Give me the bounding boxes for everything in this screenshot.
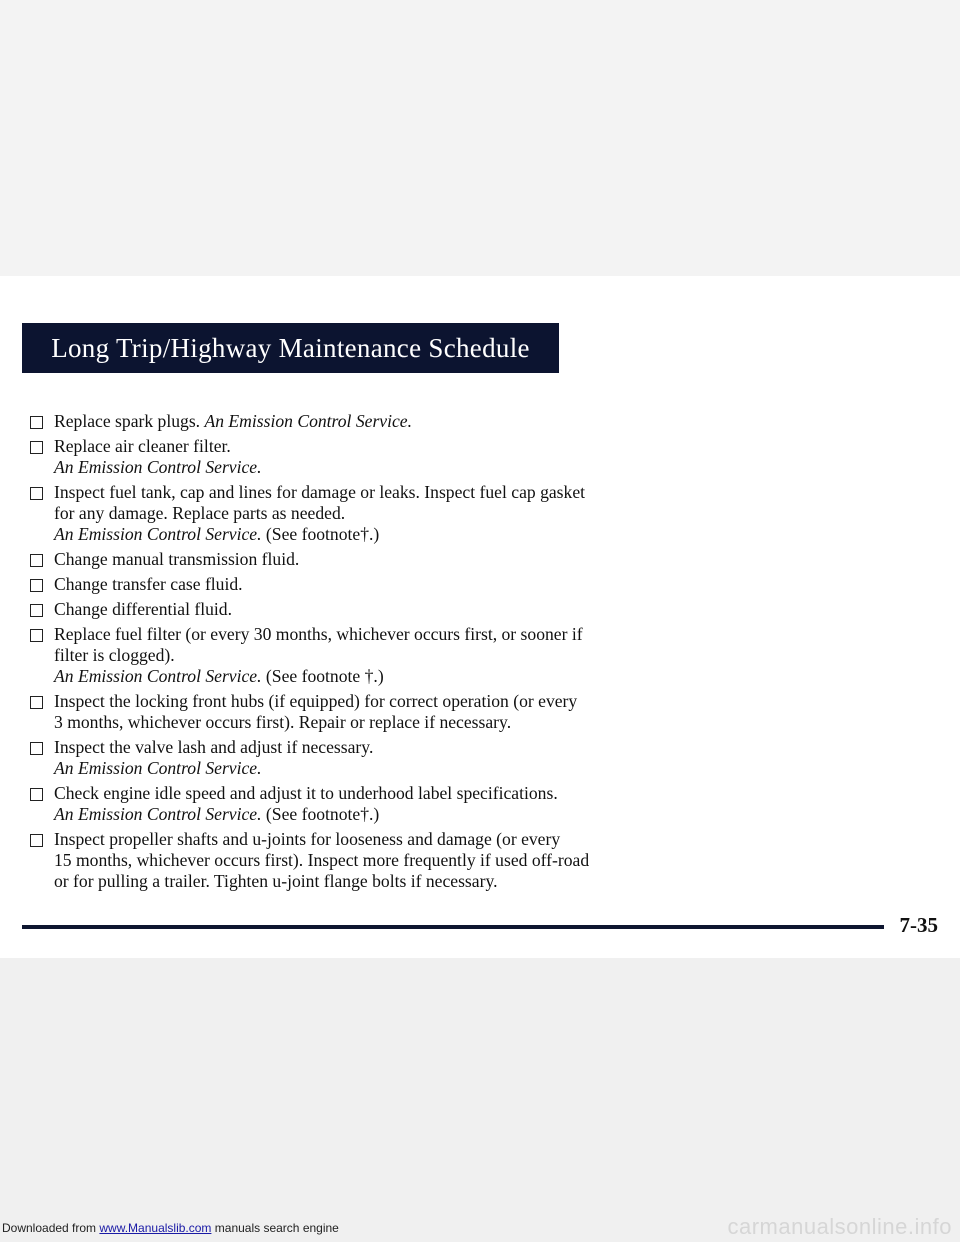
item-text: Replace air cleaner filter.: [54, 436, 231, 456]
item-text: 15 months, whichever occurs first). Inspect more frequently if used off-road: [54, 850, 590, 870]
item-text: Inspect propeller shafts and u-joints for looseness and damage (or every: [54, 829, 561, 849]
checkbox-icon[interactable]: [30, 629, 43, 642]
item-emphasis: An Emission Control Service.: [54, 666, 262, 686]
checkbox-icon[interactable]: [30, 742, 43, 755]
watermark: carmanualsonline.info: [727, 1214, 952, 1239]
checkbox-icon[interactable]: [30, 416, 43, 429]
checklist-item: [30, 783, 690, 825]
checkbox-icon[interactable]: [30, 788, 43, 801]
item-emphasis: An Emission Control Service.: [54, 457, 262, 477]
item-text: Inspect fuel tank, cap and lines for damage or leaks. Inspect fuel cap gasket: [54, 482, 586, 502]
item-text: or for pulling a trailer. Tighten u-joint flange bolts if necessary.: [54, 871, 498, 891]
checkbox-icon[interactable]: [30, 441, 43, 454]
footer-suffix: manuals search engine: [211, 1221, 339, 1235]
checkbox-icon[interactable]: [30, 834, 43, 847]
item-note: (See footnote†.): [261, 524, 380, 544]
item-note: (See footnote†.): [261, 804, 380, 824]
item-text: Inspect the locking front hubs (if equipped) for correct operation (or every: [54, 691, 578, 711]
checkbox-icon[interactable]: [30, 554, 43, 567]
checklist-item: [30, 482, 690, 545]
item-note: (See footnote †.): [261, 666, 384, 686]
checkbox-icon[interactable]: [30, 487, 43, 500]
checklist-item: [30, 549, 690, 570]
maintenance-checklist: [30, 411, 690, 896]
checklist-item: [30, 829, 690, 892]
footer-prefix: Downloaded from: [2, 1221, 100, 1235]
item-text: for any damage. Replace parts as needed.: [54, 503, 346, 523]
checkbox-icon[interactable]: [30, 696, 43, 709]
item-emphasis: An Emission Control Service.: [54, 804, 262, 824]
download-footer: [2, 1221, 339, 1235]
checklist-item: [30, 574, 690, 595]
divider: [22, 925, 884, 929]
item-text: Replace fuel filter (or every 30 months, whichever occurs first, or sooner if: [54, 624, 583, 644]
item-emphasis: An Emission Control Service.: [54, 524, 262, 544]
item-text: 3 months, whichever occurs first). Repair or replace if necessary.: [54, 712, 512, 732]
checkbox-icon[interactable]: [30, 604, 43, 617]
checkbox-icon[interactable]: [30, 579, 43, 592]
page-footer-rule: [22, 913, 942, 943]
checklist-item: [30, 599, 690, 620]
top-margin: [0, 0, 960, 276]
item-text: Replace spark plugs.: [54, 411, 205, 431]
item-text: Check engine idle speed and adjust it to underhood label specifications.: [54, 783, 558, 803]
item-emphasis: An Emission Control Service.: [54, 758, 262, 778]
page-number: 7-35: [899, 913, 938, 937]
item-line: [54, 804, 690, 825]
item-emphasis: An Emission Control Service.: [204, 411, 413, 431]
checklist-item: [30, 436, 690, 478]
item-line: [54, 666, 690, 687]
item-text: Change manual transmission fluid.: [54, 549, 300, 569]
checklist-item: [30, 737, 690, 779]
item-text: Change transfer case fluid.: [54, 574, 243, 594]
item-text: Inspect the valve lash and adjust if necessary.: [54, 737, 374, 757]
checklist-item: [30, 691, 690, 733]
item-text: Change differential fluid.: [54, 599, 232, 619]
section-title: [22, 323, 559, 373]
checklist-item: [30, 624, 690, 687]
section-title-text: Long Trip/Highway Maintenance Schedule: [51, 332, 530, 363]
checklist-item: [30, 411, 690, 432]
item-line: [54, 524, 690, 545]
manual-page: [0, 276, 960, 958]
item-line: [54, 411, 690, 432]
manualslib-link[interactable]: www.Manualslib.com: [99, 1221, 212, 1235]
item-text: filter is clogged).: [54, 645, 175, 665]
bottom-margin: [0, 958, 960, 1242]
